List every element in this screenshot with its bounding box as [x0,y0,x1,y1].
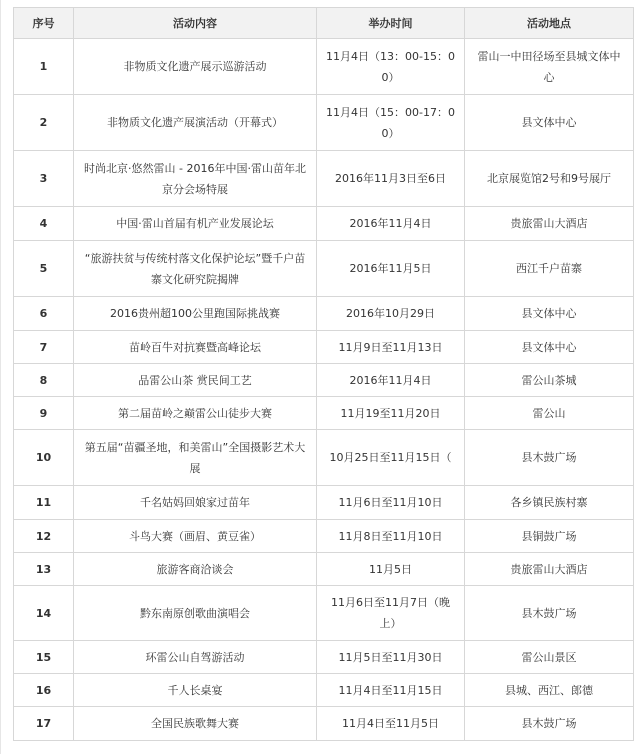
event-time: 11月6日至11月10日 [317,486,465,520]
table-row [14,331,634,364]
event-time: 11月9日至11月13日 [317,331,465,364]
event-place: 贵旅雷山大酒店 [465,553,634,586]
event-time: 10月25日至11月15日（ [317,430,465,486]
left-divider [0,0,1,754]
event-place: 贵旅雷山大酒店 [465,207,634,241]
event-time: 11月4日至11月5日 [317,707,465,741]
event-time: 11月4日至11月15日 [317,674,465,707]
row-number: 16 [14,674,74,707]
table-row [14,241,634,297]
row-number: 2 [14,95,74,151]
table-row [14,364,634,397]
table-row [14,297,634,331]
event-content: 千人长桌宴 [74,674,317,707]
row-number: 5 [14,241,74,297]
event-place: 县文体中心 [465,297,634,331]
row-number: 1 [14,39,74,95]
event-content: 第五届“苗疆圣地，和美雷山”全国摄影艺术大展 [74,430,317,486]
row-number: 12 [14,520,74,553]
event-time: 2016年11月3日至6日 [317,151,465,207]
table-row [14,207,634,241]
table-row [14,520,634,553]
event-content: 非物质文化遗产展示巡游活动 [74,39,317,95]
row-number: 15 [14,641,74,674]
event-content: 时尚北京·悠然雷山 - 2016年中国·雷山苗年北京分会场特展 [74,151,317,207]
event-content: 黔东南原创歌曲演唱会 [74,586,317,641]
event-place: 各乡镇民族村寨 [465,486,634,520]
header-place: 活动地点 [465,8,634,39]
event-content: 千名姑妈回娘家过苗年 [74,486,317,520]
event-content: 品雷公山茶 赏民间工艺 [74,364,317,397]
event-time: 2016年11月4日 [317,207,465,241]
event-content: 全国民族歌舞大赛 [74,707,317,741]
row-number: 6 [14,297,74,331]
event-time: 11月8日至11月10日 [317,520,465,553]
event-content: “旅游扶贫与传统村落文化保护论坛”暨千户苗寨文化研究院揭牌 [74,241,317,297]
event-place: 县城、西江、郎德 [465,674,634,707]
header-no: 序号 [14,8,74,39]
table-row [14,707,634,741]
event-time: 11月19至11月20日 [317,397,465,430]
table-row [14,553,634,586]
row-number: 4 [14,207,74,241]
row-number: 10 [14,430,74,486]
event-content: 中国·雷山首届有机产业发展论坛 [74,207,317,241]
event-place: 雷公山景区 [465,641,634,674]
row-number: 13 [14,553,74,586]
row-number: 9 [14,397,74,430]
event-place: 北京展览馆2号和9号展厅 [465,151,634,207]
table-header-row [14,8,634,39]
table-row [14,151,634,207]
table-row [14,95,634,151]
event-time: 11月4日（15：00-17：00） [317,95,465,151]
event-content: 第二届苗岭之巅雷公山徒步大赛 [74,397,317,430]
event-content: 斗鸟大赛（画眉、黄豆雀） [74,520,317,553]
table-row [14,430,634,486]
event-place: 县木鼓广场 [465,586,634,641]
event-content: 旅游客商洽谈会 [74,553,317,586]
event-place: 县文体中心 [465,331,634,364]
table-row [14,39,634,95]
event-place: 县木鼓广场 [465,430,634,486]
event-time: 11月4日（13：00-15：00） [317,39,465,95]
event-content: 苗岭百牛对抗赛暨高峰论坛 [74,331,317,364]
event-content: 环雷公山自驾游活动 [74,641,317,674]
event-place: 西江千户苗寨 [465,241,634,297]
event-time: 2016年10月29日 [317,297,465,331]
row-number: 3 [14,151,74,207]
event-content: 2016贵州超100公里跑国际挑战赛 [74,297,317,331]
event-place: 雷山一中田径场至县城文体中心 [465,39,634,95]
table-row [14,586,634,641]
table-body [14,39,634,741]
event-place: 县文体中心 [465,95,634,151]
event-time: 2016年11月5日 [317,241,465,297]
row-number: 17 [14,707,74,741]
table-row [14,674,634,707]
event-place: 雷公山 [465,397,634,430]
event-place: 雷公山茶城 [465,364,634,397]
event-time: 11月5日至11月30日 [317,641,465,674]
event-content: 非物质文化遗产展演活动（开幕式） [74,95,317,151]
events-table [13,7,634,741]
table-row [14,486,634,520]
event-time: 11月5日 [317,553,465,586]
header-content: 活动内容 [74,8,317,39]
event-place: 县铜鼓广场 [465,520,634,553]
row-number: 8 [14,364,74,397]
event-time: 11月6日至11月7日（晚上） [317,586,465,641]
event-place: 县木鼓广场 [465,707,634,741]
table-row [14,397,634,430]
event-time: 2016年11月4日 [317,364,465,397]
row-number: 7 [14,331,74,364]
header-time: 举办时间 [317,8,465,39]
row-number: 14 [14,586,74,641]
table-row [14,641,634,674]
row-number: 11 [14,486,74,520]
